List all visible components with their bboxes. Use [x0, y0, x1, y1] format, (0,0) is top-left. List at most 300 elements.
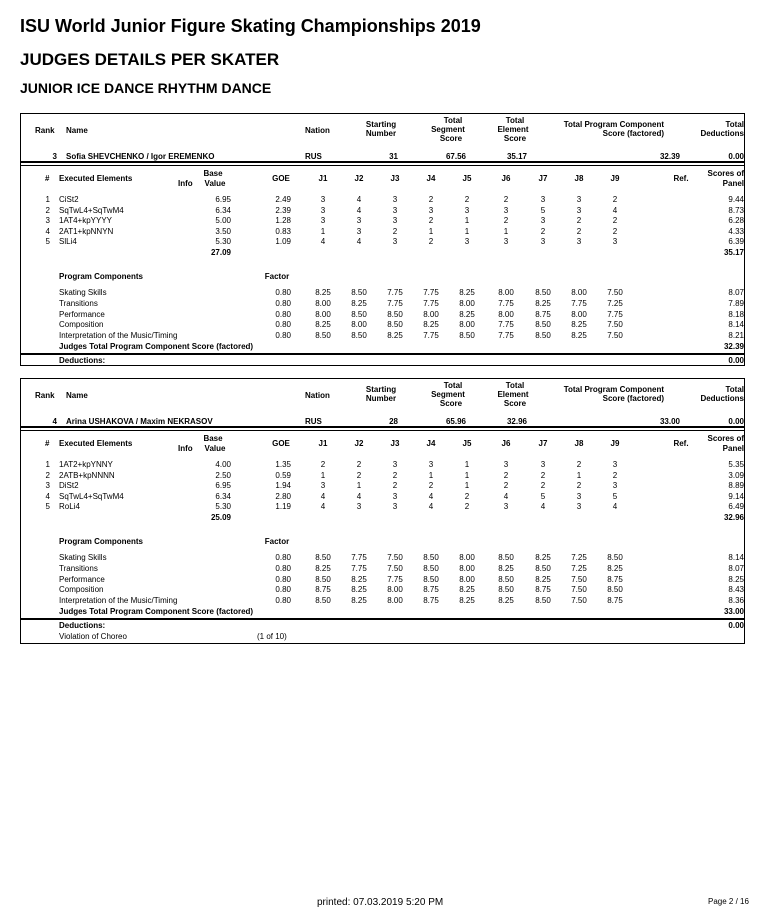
col-header-starting-number: Starting — [365, 385, 397, 394]
element-judge-score: 2 — [503, 471, 509, 480]
element-judge-score: 3 — [503, 237, 509, 246]
element-judge-score: 3 — [576, 195, 582, 204]
element-name: RoLi4 — [59, 502, 80, 511]
element-num: 4 — [45, 492, 50, 501]
component-judge-score: 7.75 — [571, 299, 587, 308]
element-judge-score: 2 — [464, 195, 470, 204]
element-goe: 2.39 — [275, 206, 291, 215]
component-panel-score: 8.21 — [728, 331, 744, 340]
component-panel-score: 8.25 — [728, 575, 744, 584]
col-header-goe: GOE — [272, 174, 290, 183]
col-header-segment-score: Score — [439, 134, 463, 143]
component-name: Performance — [59, 310, 105, 319]
component-judge-score: 8.50 — [351, 331, 367, 340]
col-header-deductions: Deductions — [700, 129, 744, 138]
skater-block — [20, 378, 745, 644]
element-judge-score: 4 — [356, 492, 362, 501]
col-header-judge: J7 — [538, 174, 548, 183]
element-judge-score: 3 — [540, 460, 546, 469]
col-header-num: # — [45, 439, 50, 448]
component-name: Interpretation of the Music/Timing — [59, 596, 178, 605]
component-panel-score: 8.07 — [728, 288, 744, 297]
element-panel-score: 6.39 — [728, 237, 744, 246]
col-header-judge: J4 — [426, 439, 436, 448]
component-judge-score: 8.25 — [351, 575, 367, 584]
col-header-pcs: Total Program Component — [563, 385, 664, 394]
element-judge-score: 2 — [428, 216, 434, 225]
element-panel-score: 9.14 — [728, 492, 744, 501]
element-judge-score: 3 — [576, 237, 582, 246]
page-title: ISU World Junior Figure Skating Championships 2019 — [20, 16, 481, 36]
element-name: 1AT4+kpYYYY — [59, 216, 112, 225]
component-judge-score: 8.50 — [459, 331, 475, 340]
col-header-judge: J8 — [574, 439, 584, 448]
component-judge-score: 8.50 — [315, 331, 331, 340]
component-judge-score: 7.75 — [423, 299, 439, 308]
element-judge-score: 3 — [392, 195, 398, 204]
element-base-value: 5.30 — [215, 502, 231, 511]
elements-total: 35.17 — [723, 248, 744, 257]
element-name: SqTwL4+SqTwM4 — [59, 492, 124, 501]
component-judge-score: 8.50 — [423, 553, 439, 562]
element-judge-score: 3 — [392, 216, 398, 225]
component-factor: 0.80 — [275, 288, 291, 297]
skater-rank: 4 — [52, 417, 57, 426]
element-judge-score: 3 — [612, 481, 618, 490]
component-judge-score: 7.75 — [607, 310, 623, 319]
component-judge-score: 8.25 — [423, 320, 439, 329]
col-header-judge: J3 — [390, 439, 400, 448]
element-panel-score: 5.35 — [728, 460, 744, 469]
component-panel-score: 7.89 — [728, 299, 744, 308]
component-judge-score: 8.50 — [607, 585, 623, 594]
col-header-ref: Ref. — [673, 174, 689, 183]
component-judge-score: 8.75 — [607, 575, 623, 584]
element-judge-score: 3 — [320, 216, 326, 225]
event-name: JUNIOR ICE DANCE RHYTHM DANCE — [20, 80, 272, 96]
col-header-info: Info — [178, 179, 193, 188]
element-name: SqTwL4+SqTwM4 — [59, 206, 124, 215]
deductions-label: Deductions: — [59, 356, 106, 365]
component-judge-score: 8.50 — [351, 288, 367, 297]
component-factor: 0.80 — [275, 320, 291, 329]
element-judge-score: 4 — [356, 195, 362, 204]
col-header-base: Value — [204, 179, 226, 188]
total-deductions: 0.00 — [728, 417, 744, 426]
element-judge-score: 3 — [428, 460, 434, 469]
component-panel-score: 8.36 — [728, 596, 744, 605]
divider — [21, 618, 744, 620]
element-base-value: 2.50 — [215, 471, 231, 480]
element-judge-score: 3 — [464, 237, 470, 246]
col-header-segment-score: Score — [439, 399, 463, 408]
element-judge-score: 3 — [540, 237, 546, 246]
element-judge-score: 3 — [392, 206, 398, 215]
col-header-base: Base — [203, 169, 223, 178]
element-num: 4 — [45, 227, 50, 236]
elements-total: 32.96 — [723, 513, 744, 522]
col-header-ref: Ref. — [673, 439, 689, 448]
element-judge-score: 2 — [540, 471, 546, 480]
component-judge-score: 8.50 — [498, 575, 514, 584]
col-header-judge: J6 — [501, 174, 511, 183]
base-value-total: 25.09 — [210, 513, 231, 522]
deductions-total: 0.00 — [728, 356, 744, 365]
base-value-total: 27.09 — [210, 248, 231, 257]
component-judge-score: 8.00 — [571, 310, 587, 319]
component-judge-score: 8.00 — [387, 585, 403, 594]
col-header-judge: J6 — [501, 439, 511, 448]
component-factor: 0.80 — [275, 310, 291, 319]
element-goe: 0.59 — [275, 471, 291, 480]
element-judge-score: 1 — [576, 471, 582, 480]
element-judge-score: 1 — [464, 471, 470, 480]
col-header-judge: J2 — [354, 439, 364, 448]
element-judge-score: 2 — [428, 195, 434, 204]
col-header-segment-score: Total — [443, 381, 463, 390]
element-judge-score: 2 — [503, 481, 509, 490]
component-judge-score: 8.00 — [459, 320, 475, 329]
element-judge-score: 4 — [540, 502, 546, 511]
element-judge-score: 2 — [392, 227, 398, 236]
component-judge-score: 8.50 — [423, 575, 439, 584]
col-header-element-score: Element — [497, 390, 529, 399]
element-judge-score: 1 — [428, 227, 434, 236]
element-judge-score: 3 — [540, 216, 546, 225]
skater-nation: RUS — [305, 152, 322, 161]
element-judge-score: 4 — [320, 492, 326, 501]
component-factor: 0.80 — [275, 331, 291, 340]
component-judge-score: 7.25 — [571, 564, 587, 573]
deductions-label: Deductions: — [59, 621, 106, 630]
element-num: 3 — [45, 481, 50, 490]
col-header-elements: Executed Elements — [59, 439, 133, 448]
page-subtitle: JUDGES DETAILS PER SKATER — [20, 50, 280, 69]
element-score: 32.96 — [506, 417, 527, 426]
element-judge-score: 2 — [612, 216, 618, 225]
component-judge-score: 8.50 — [351, 310, 367, 319]
divider — [21, 165, 744, 166]
element-judge-score: 1 — [320, 471, 326, 480]
col-header-components: Program Components — [59, 537, 144, 546]
element-base-value: 4.00 — [215, 460, 231, 469]
component-judge-score: 8.75 — [535, 585, 551, 594]
col-header-factor: Factor — [264, 272, 290, 281]
col-header-name: Name — [66, 126, 88, 135]
element-judge-score: 1 — [356, 481, 362, 490]
component-factor: 0.80 — [275, 575, 291, 584]
element-base-value: 3.50 — [215, 227, 231, 236]
component-judge-score: 8.25 — [351, 596, 367, 605]
col-header-num: # — [45, 174, 50, 183]
component-judge-score: 8.50 — [535, 596, 551, 605]
page-number: Page 2 / 16 — [708, 897, 749, 906]
component-judge-score: 7.75 — [498, 299, 514, 308]
element-judge-score: 4 — [356, 237, 362, 246]
col-header-starting-number: Starting — [365, 120, 397, 129]
col-header-deductions: Deductions — [700, 394, 744, 403]
component-judge-score: 8.50 — [315, 575, 331, 584]
col-header-judge: J8 — [574, 174, 584, 183]
col-header-element-score: Total — [505, 116, 525, 125]
component-factor: 0.80 — [275, 596, 291, 605]
starting-number: 28 — [389, 417, 398, 426]
element-panel-score: 3.09 — [728, 471, 744, 480]
col-header-element-score: Total — [505, 381, 525, 390]
element-judge-score: 2 — [540, 227, 546, 236]
component-judge-score: 8.00 — [423, 310, 439, 319]
col-header-judge: J5 — [462, 174, 472, 183]
component-judge-score: 8.50 — [607, 553, 623, 562]
component-judge-score: 8.50 — [315, 553, 331, 562]
pcs-score: 33.00 — [659, 417, 680, 426]
element-judge-score: 3 — [356, 227, 362, 236]
component-factor: 0.80 — [275, 299, 291, 308]
element-goe: 1.35 — [275, 460, 291, 469]
element-judge-score: 2 — [503, 195, 509, 204]
component-judge-score: 8.00 — [315, 310, 331, 319]
element-goe: 1.19 — [275, 502, 291, 511]
component-judge-score: 7.50 — [607, 331, 623, 340]
element-judge-score: 3 — [464, 206, 470, 215]
element-judge-score: 2 — [428, 237, 434, 246]
component-judge-score: 8.75 — [423, 596, 439, 605]
component-judge-score: 8.75 — [423, 585, 439, 594]
element-judge-score: 3 — [356, 216, 362, 225]
component-judge-score: 8.25 — [315, 564, 331, 573]
skater-nation: RUS — [305, 417, 322, 426]
divider — [21, 353, 744, 355]
element-judge-score: 1 — [464, 481, 470, 490]
element-panel-score: 6.28 — [728, 216, 744, 225]
element-base-value: 6.34 — [215, 206, 231, 215]
element-judge-score: 4 — [356, 206, 362, 215]
component-panel-score: 8.14 — [728, 553, 744, 562]
starting-number: 31 — [389, 152, 398, 161]
divider — [21, 161, 744, 163]
component-judge-score: 7.75 — [498, 320, 514, 329]
col-header-panel-score: Panel — [722, 444, 744, 453]
element-num: 1 — [45, 195, 50, 204]
component-judge-score: 7.75 — [351, 564, 367, 573]
element-num: 2 — [45, 206, 50, 215]
component-judge-score: 8.00 — [351, 320, 367, 329]
element-judge-score: 5 — [540, 492, 546, 501]
component-panel-score: 8.14 — [728, 320, 744, 329]
element-judge-score: 2 — [356, 471, 362, 480]
col-header-goe: GOE — [272, 439, 290, 448]
divider — [21, 426, 744, 428]
element-judge-score: 2 — [576, 216, 582, 225]
component-judge-score: 7.75 — [351, 553, 367, 562]
component-judge-score: 8.75 — [535, 310, 551, 319]
element-name: SlLi4 — [59, 237, 77, 246]
col-header-factor: Factor — [264, 537, 290, 546]
element-base-value: 5.00 — [215, 216, 231, 225]
element-panel-score: 8.73 — [728, 206, 744, 215]
element-goe: 2.49 — [275, 195, 291, 204]
element-judge-score: 4 — [428, 502, 434, 511]
col-header-judge: J7 — [538, 439, 548, 448]
element-name: 1AT2+kpYNNY — [59, 460, 113, 469]
element-score: 35.17 — [506, 152, 527, 161]
col-header-element-score: Score — [503, 399, 527, 408]
col-header-segment-score: Segment — [431, 125, 465, 134]
component-judge-score: 8.25 — [571, 320, 587, 329]
element-base-value: 6.34 — [215, 492, 231, 501]
element-judge-score: 3 — [612, 460, 618, 469]
component-name: Transitions — [59, 299, 98, 308]
col-header-name: Name — [66, 391, 88, 400]
component-judge-score: 8.00 — [387, 596, 403, 605]
element-judge-score: 2 — [576, 227, 582, 236]
col-header-panel-score: Scores of — [707, 434, 744, 443]
col-header-nation: Nation — [305, 126, 330, 135]
component-judge-score: 7.75 — [387, 288, 403, 297]
component-judge-score: 7.75 — [387, 575, 403, 584]
element-judge-score: 3 — [392, 237, 398, 246]
element-base-value: 6.95 — [215, 195, 231, 204]
col-header-segment-score: Segment — [431, 390, 465, 399]
component-judge-score: 8.00 — [498, 288, 514, 297]
component-factor: 0.80 — [275, 564, 291, 573]
component-judge-score: 8.00 — [571, 288, 587, 297]
element-judge-score: 2 — [612, 195, 618, 204]
element-judge-score: 3 — [503, 206, 509, 215]
element-num: 2 — [45, 471, 50, 480]
component-judge-score: 8.50 — [535, 320, 551, 329]
segment-score: 67.56 — [445, 152, 466, 161]
element-judge-score: 4 — [320, 237, 326, 246]
element-judge-score: 2 — [540, 481, 546, 490]
col-header-starting-number: Number — [365, 394, 397, 403]
element-panel-score: 9.44 — [728, 195, 744, 204]
element-judge-score: 4 — [428, 492, 434, 501]
col-header-base: Value — [204, 444, 226, 453]
element-judge-score: 4 — [612, 206, 618, 215]
element-judge-score: 2 — [392, 481, 398, 490]
component-name: Interpretation of the Music/Timing — [59, 331, 178, 340]
component-factor: 0.80 — [275, 585, 291, 594]
col-header-judge: J9 — [610, 439, 620, 448]
element-judge-score: 2 — [356, 460, 362, 469]
component-name: Skating Skills — [59, 288, 107, 297]
component-judge-score: 8.50 — [498, 585, 514, 594]
element-base-value: 6.95 — [215, 481, 231, 490]
component-judge-score: 8.00 — [459, 553, 475, 562]
element-judge-score: 1 — [503, 227, 509, 236]
component-judge-score: 7.50 — [571, 596, 587, 605]
element-judge-score: 2 — [392, 471, 398, 480]
col-header-info: Info — [178, 444, 193, 453]
component-factor: 0.80 — [275, 553, 291, 562]
element-judge-score: 3 — [612, 237, 618, 246]
deduction-item-detail: (1 of 10) — [257, 632, 287, 641]
col-header-judge: J1 — [318, 439, 328, 448]
component-judge-score: 8.50 — [315, 596, 331, 605]
component-judge-score: 7.75 — [423, 331, 439, 340]
element-name: 2ATB+kpNNNN — [59, 471, 115, 480]
element-judge-score: 3 — [576, 206, 582, 215]
col-header-judge: J1 — [318, 174, 328, 183]
component-judge-score: 8.25 — [535, 553, 551, 562]
component-judge-score: 8.25 — [315, 288, 331, 297]
component-judge-score: 8.25 — [387, 331, 403, 340]
component-name: Transitions — [59, 564, 98, 573]
pcs-total: 32.39 — [723, 342, 744, 351]
component-judge-score: 8.50 — [535, 288, 551, 297]
component-name: Composition — [59, 320, 104, 329]
element-judge-score: 2 — [503, 216, 509, 225]
col-header-judge: J4 — [426, 174, 436, 183]
element-judge-score: 3 — [540, 195, 546, 204]
element-name: 2AT1+kpNNYN — [59, 227, 114, 236]
col-header-rank: Rank — [35, 126, 55, 135]
col-header-element-score: Score — [503, 134, 527, 143]
element-judge-score: 1 — [464, 216, 470, 225]
component-judge-score: 8.25 — [571, 331, 587, 340]
element-judge-score: 3 — [392, 492, 398, 501]
element-judge-score: 4 — [320, 502, 326, 511]
component-judge-score: 7.50 — [607, 320, 623, 329]
element-num: 3 — [45, 216, 50, 225]
col-header-segment-score: Total — [443, 116, 463, 125]
element-judge-score: 2 — [576, 460, 582, 469]
element-judge-score: 5 — [540, 206, 546, 215]
col-header-base: Base — [203, 434, 223, 443]
component-judge-score: 8.00 — [459, 299, 475, 308]
component-panel-score: 8.07 — [728, 564, 744, 573]
element-judge-score: 1 — [464, 227, 470, 236]
element-judge-score: 2 — [612, 227, 618, 236]
element-num: 5 — [45, 237, 50, 246]
component-judge-score: 8.25 — [607, 564, 623, 573]
col-header-judge: J9 — [610, 174, 620, 183]
col-header-panel-score: Panel — [722, 179, 744, 188]
col-header-nation: Nation — [305, 391, 330, 400]
element-panel-score: 4.33 — [728, 227, 744, 236]
component-panel-score: 8.43 — [728, 585, 744, 594]
element-base-value: 5.30 — [215, 237, 231, 246]
deduction-item-name: Violation of Choreo — [59, 632, 127, 641]
component-judge-score: 8.25 — [459, 310, 475, 319]
total-deductions: 0.00 — [728, 152, 744, 161]
component-judge-score: 7.50 — [571, 575, 587, 584]
component-judge-score: 8.00 — [315, 299, 331, 308]
pcs-score: 32.39 — [659, 152, 680, 161]
element-judge-score: 2 — [464, 492, 470, 501]
component-judge-score: 8.25 — [459, 288, 475, 297]
element-judge-score: 3 — [576, 502, 582, 511]
element-judge-score: 3 — [392, 460, 398, 469]
component-judge-score: 7.50 — [387, 553, 403, 562]
element-name: CiSt2 — [59, 195, 79, 204]
component-judge-score: 7.75 — [498, 331, 514, 340]
element-name: DiSt2 — [59, 481, 79, 490]
element-judge-score: 1 — [320, 227, 326, 236]
component-judge-score: 8.50 — [535, 564, 551, 573]
element-num: 1 — [45, 460, 50, 469]
skater-block — [20, 113, 745, 366]
judges-total-pcs-label: Judges Total Program Component Score (factored) — [59, 607, 254, 616]
col-header-element-score: Element — [497, 125, 529, 134]
skater-name: Sofia SHEVCHENKO / Igor EREMENKO — [66, 152, 215, 161]
element-judge-score: 2 — [428, 481, 434, 490]
component-judge-score: 7.25 — [607, 299, 623, 308]
component-judge-score: 8.25 — [535, 299, 551, 308]
component-judge-score: 8.50 — [387, 310, 403, 319]
component-judge-score: 8.50 — [535, 331, 551, 340]
